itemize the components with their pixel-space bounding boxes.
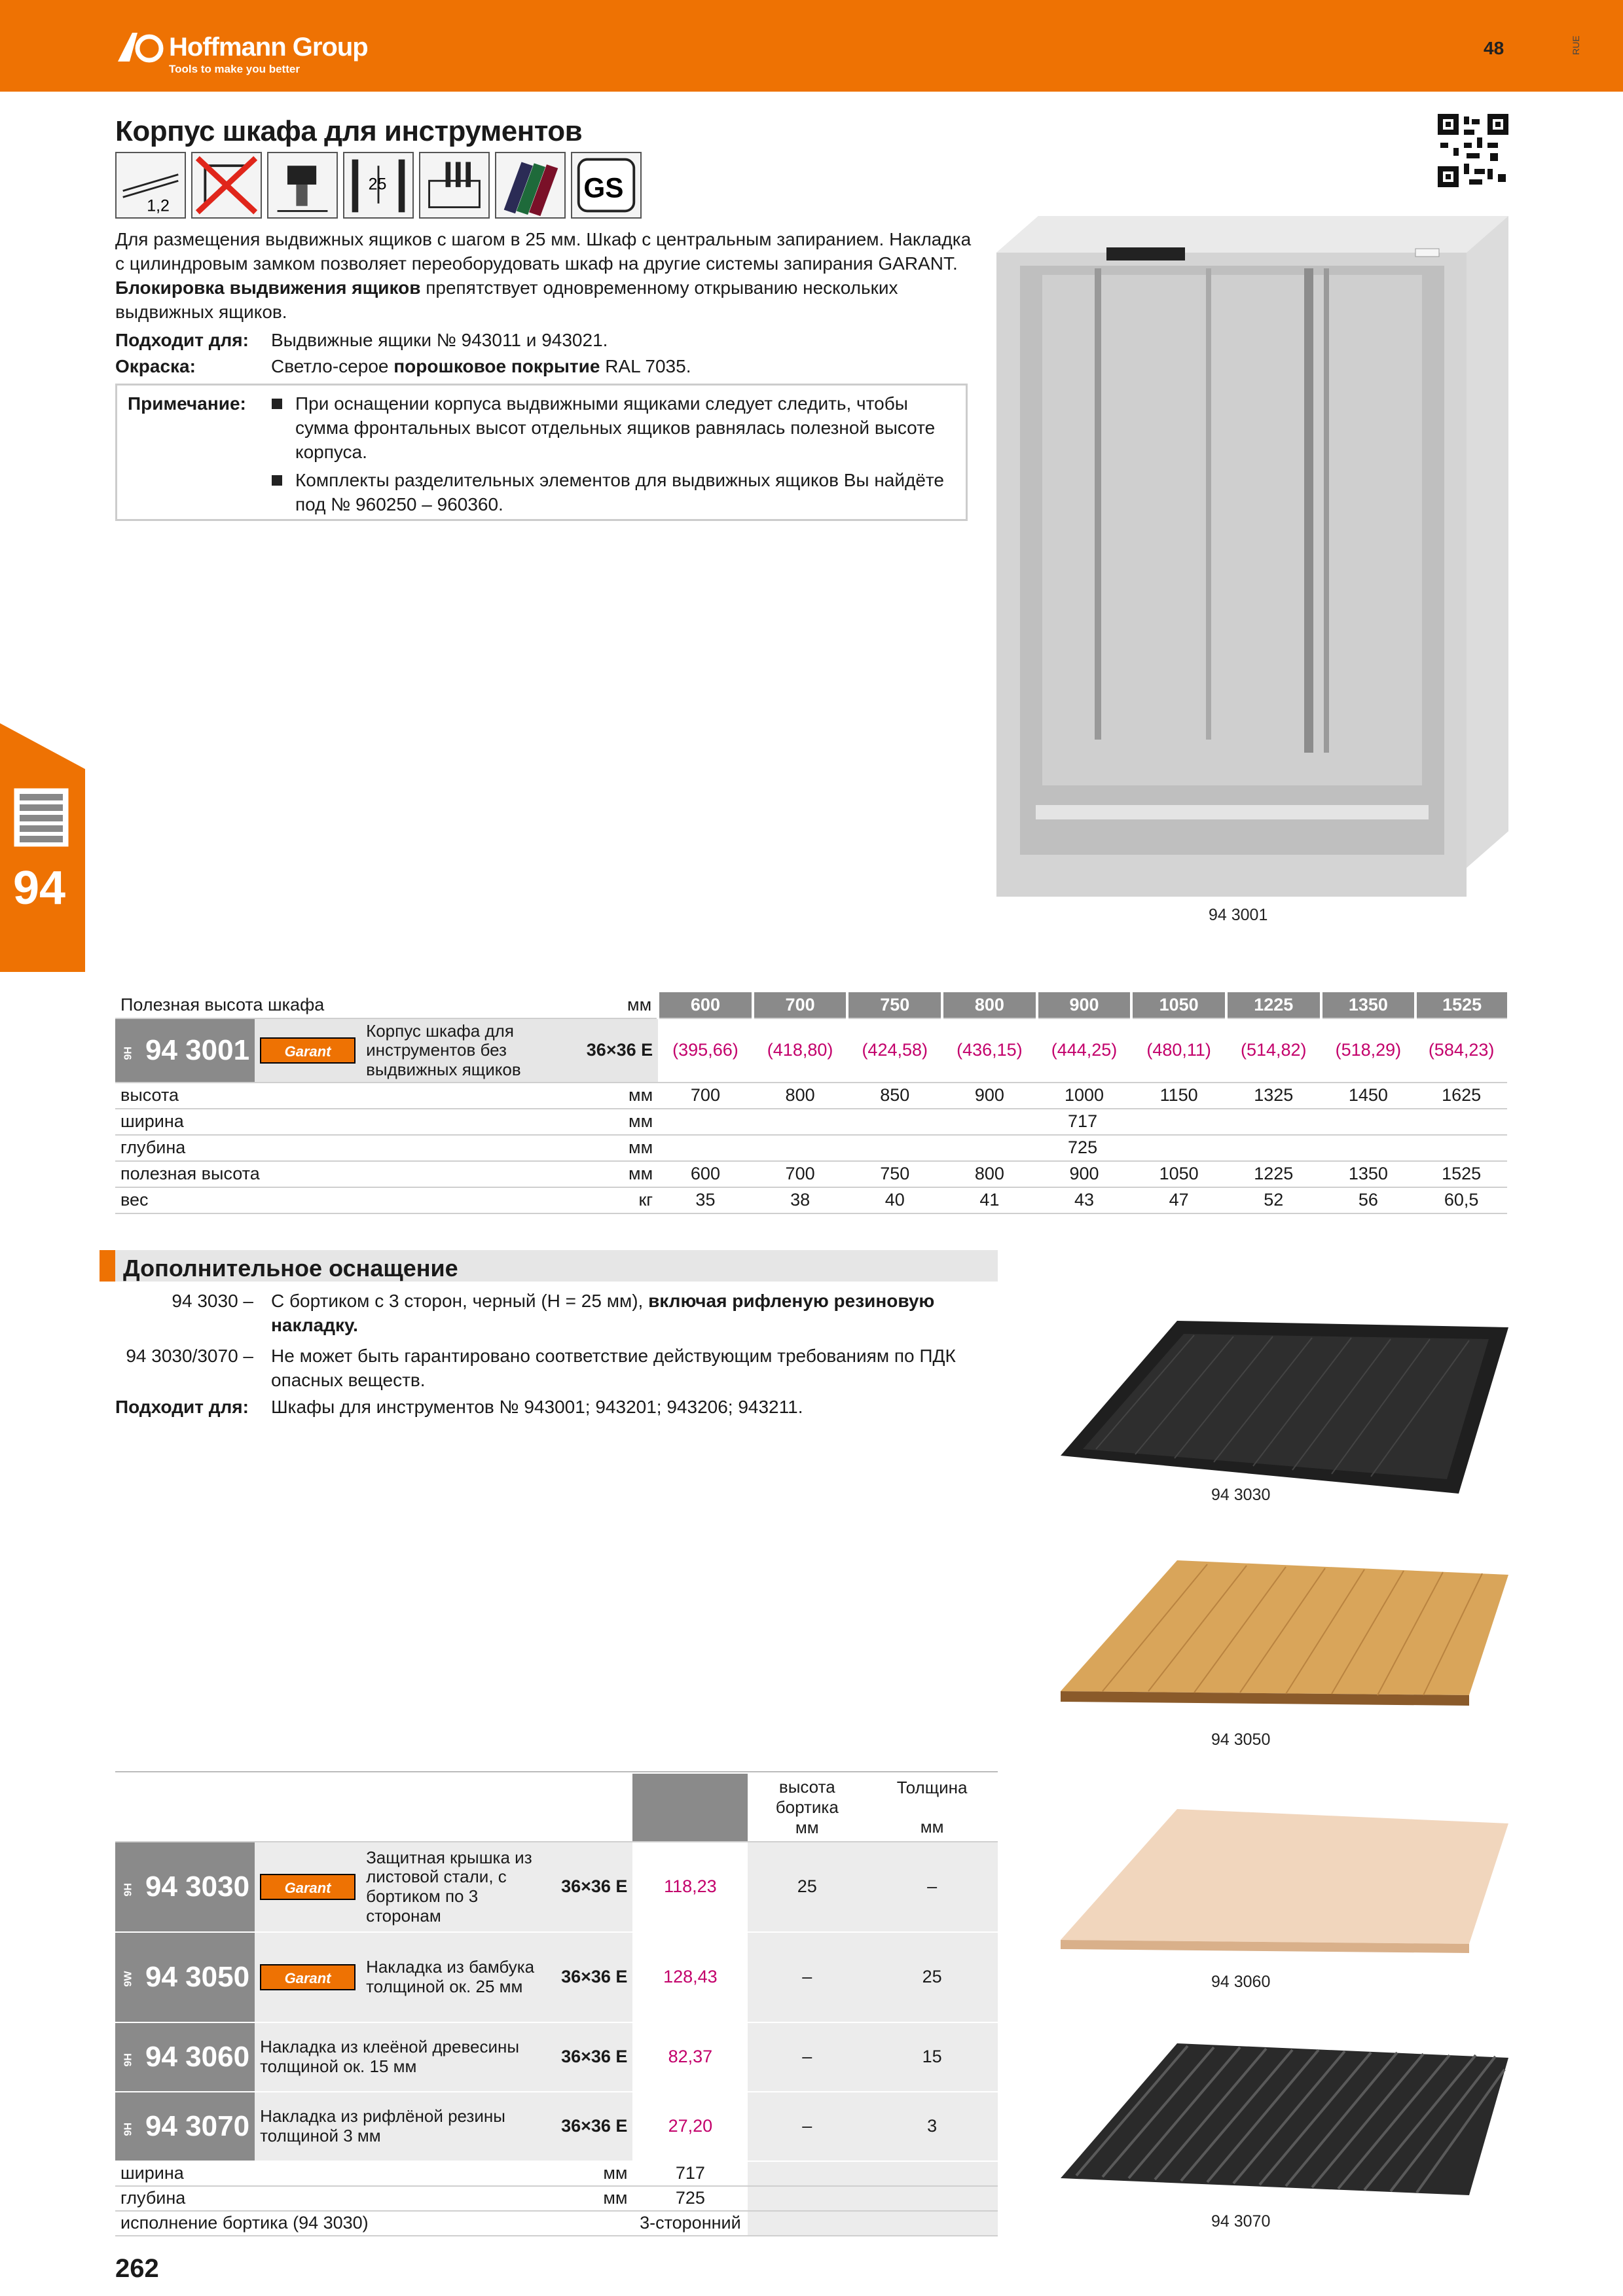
spec-row-unit: кг — [575, 1187, 658, 1213]
rubber-mat-image[interactable] — [1057, 2043, 1511, 2198]
cabinet-image[interactable] — [996, 216, 1508, 897]
chapter-number: 94 — [13, 862, 66, 914]
article-number-cell[interactable]: 9H 94 3060 — [115, 2022, 255, 2092]
acc-row[interactable] — [115, 1932, 998, 2022]
spec-value: 1000 — [1037, 1083, 1132, 1109]
note-box — [115, 384, 968, 521]
spec-column-header: 600 — [658, 992, 753, 1018]
qr-code[interactable] — [1438, 114, 1508, 187]
garant-logo: Garant — [260, 1964, 356, 1990]
summary-label: ширина — [115, 2161, 554, 2186]
spec-value: 43 — [1037, 1187, 1132, 1213]
cabinet-image-label: 94 3001 — [1209, 906, 1268, 924]
product-title: Корпус шкафа для инструментов — [115, 115, 583, 147]
accessory-note: Не может быть гарантировано соответствие действующим требованиям по ПДК опасных веществ. — [271, 1346, 956, 1390]
acc-fits-value: Шкафы для инструментов № 943001; 943201; 943206; 943211. — [271, 1397, 803, 1417]
paint-label: Окраска: — [115, 356, 196, 376]
spec-value: 40 — [847, 1187, 942, 1213]
price: (436,15) — [942, 1018, 1037, 1083]
price: (418,80) — [753, 1018, 848, 1083]
package-size: 36×36 E — [554, 2092, 632, 2161]
fits-label: Подходит для: — [115, 330, 249, 350]
spec-value: 60,5 — [1415, 1187, 1507, 1213]
accessory-image-label: 94 3050 — [1211, 1731, 1271, 1749]
spec-header-row — [115, 992, 1507, 1018]
summary-value: 717 — [632, 2161, 748, 2186]
spec-column-header: 1050 — [1131, 992, 1226, 1018]
rim-height: 25 — [748, 1842, 866, 1932]
spec-column-header: 800 — [942, 992, 1037, 1018]
icon-text-gs: GS — [583, 172, 624, 204]
spec-column-header: 1350 — [1321, 992, 1416, 1018]
spec-header-unit: мм — [575, 992, 658, 1018]
acc-summary-row — [115, 2186, 998, 2211]
drawer-lock-icon — [419, 152, 490, 219]
garant-logo: Garant — [260, 1874, 356, 1900]
accessories-section-header — [100, 1250, 998, 1282]
price: (584,23) — [1415, 1018, 1507, 1083]
feature-icons — [115, 152, 642, 219]
acc-row[interactable] — [115, 1842, 998, 1932]
spec-value: 900 — [942, 1083, 1037, 1109]
spec-row-label: вес — [115, 1187, 575, 1213]
accessory-image-label: 94 3070 — [1211, 2212, 1271, 2231]
acc-row[interactable] — [115, 2022, 998, 2092]
price: 82,37 — [632, 2022, 748, 2092]
price: (480,11) — [1131, 1018, 1226, 1083]
thickness: 25 — [866, 1932, 998, 2022]
spec-table — [115, 992, 1507, 1214]
icon-text-thickness: 1,2 — [147, 196, 170, 215]
summary-label: исполнение бортика (94 3030) — [115, 2211, 554, 2236]
article-number-cell[interactable]: 9H 94 3030 — [115, 1842, 255, 1932]
price: (444,25) — [1037, 1018, 1132, 1083]
article-name: Защитная крышка из листовой стали, с бортиком по 3 сторонам — [361, 1842, 554, 1932]
spec-column-header: 700 — [753, 992, 848, 1018]
package-size: 36×36 E — [575, 1018, 658, 1083]
catalog-page-ref: 48 — [1484, 38, 1504, 58]
steel-cover-image[interactable] — [1057, 1318, 1511, 1495]
fits-value: Выдвижные ящики № 943011 и 943021. — [271, 330, 608, 350]
summary-value: 725 — [632, 2186, 748, 2211]
spec-column-header: 900 — [1037, 992, 1132, 1018]
article-number: 94 3001 — [145, 1033, 250, 1066]
article-number-cell[interactable]: 9W 94 3050 — [115, 1932, 255, 2022]
price: (395,66) — [658, 1018, 753, 1083]
package-size: 36×36 E — [554, 2022, 632, 2092]
spec-row-unit: мм — [575, 1161, 658, 1187]
lock-insert-icon — [267, 152, 338, 219]
icon-text-pitch: 25 — [368, 175, 387, 194]
article-name: Корпус шкафа для инструментов без выдвижных ящиков — [361, 1018, 575, 1083]
acc-summary-row — [115, 2161, 998, 2186]
spec-row — [115, 1135, 1507, 1161]
spec-value: 850 — [847, 1083, 942, 1109]
price: 27,20 — [632, 2092, 748, 2161]
spec-value: 750 — [847, 1161, 942, 1187]
note-item: Комплекты разделительных элементов для выдвижных ящиков Вы найдёте под № 960250 – 960360. — [272, 469, 959, 517]
description-bold: Блокировка выдвижения ящиков — [115, 277, 421, 298]
rim-height: – — [748, 2022, 866, 2092]
accessory-table — [115, 1774, 998, 2236]
article-number-cell[interactable]: 9H 94 3070 — [115, 2092, 255, 2161]
article-name: Накладка из бамбука толщиной ок. 25 мм — [361, 1932, 554, 2022]
note-item: При оснащении корпуса выдвижными ящиками следует следить, чтобы сумма фронтальных высот отдельных ящиков равнялась полезной высоте корпуса. — [272, 392, 959, 465]
article-number: 94 3050 — [145, 1960, 250, 1993]
rim-height: – — [748, 2092, 866, 2161]
summary-unit — [554, 2211, 632, 2236]
price: (514,82) — [1226, 1018, 1321, 1083]
page-number: 262 — [115, 2254, 159, 2283]
thickness: 3 — [866, 2092, 998, 2161]
summary-value: 3-сторонний — [632, 2211, 748, 2236]
spec-value: 35 — [658, 1187, 753, 1213]
section-title: Дополнительное оснащение — [123, 1255, 458, 1282]
product-description — [115, 228, 973, 325]
spec-value: 900 — [1037, 1161, 1132, 1187]
accessory-code: 94 3030/3070 – — [126, 1346, 253, 1366]
spec-value: 600 — [658, 1161, 753, 1187]
spec-row-label: глубина — [115, 1135, 575, 1161]
garant-logo: Garant — [260, 1037, 356, 1064]
summary-unit: мм — [554, 2186, 632, 2211]
spec-value: 52 — [1226, 1187, 1321, 1213]
article-row[interactable] — [115, 1018, 1507, 1083]
spec-value: 1450 — [1321, 1083, 1416, 1109]
note-label: Примечание: — [128, 393, 246, 414]
acc-fits-label: Подходит для: — [115, 1397, 249, 1417]
thickness: 15 — [866, 2022, 998, 2092]
spec-row-unit: мм — [575, 1109, 658, 1135]
article-number: 94 3030 — [145, 1870, 250, 1903]
rim-height: – — [748, 1932, 866, 2022]
spec-value: 1525 — [1415, 1161, 1507, 1187]
spec-row-label: ширина — [115, 1109, 575, 1135]
package-size: 36×36 E — [554, 1932, 632, 2022]
spec-value: 1625 — [1415, 1083, 1507, 1109]
price: 128,43 — [632, 1932, 748, 2022]
spec-value: 700 — [658, 1083, 753, 1109]
spec-value: 800 — [942, 1161, 1037, 1187]
spec-row — [115, 1109, 1507, 1135]
article-prefix: 9H — [122, 1046, 134, 1060]
summary-label: глубина — [115, 2186, 554, 2211]
article-number: 94 3070 — [145, 2109, 250, 2142]
spec-column-header: 1525 — [1415, 992, 1507, 1018]
accessory-image-label: 94 3030 — [1211, 1486, 1271, 1504]
article-number: 94 3060 — [145, 2040, 250, 2073]
spec-value: 38 — [753, 1187, 848, 1213]
spec-row — [115, 1161, 1507, 1187]
language-code: RUE — [1571, 35, 1581, 55]
brand-tagline: Tools to make you better — [169, 63, 300, 75]
spec-row — [115, 1187, 1507, 1213]
chapter-tab[interactable] — [0, 723, 85, 972]
acc-col-height: высота бортика мм — [748, 1774, 866, 1842]
accessory-code: 94 3030 – — [172, 1291, 253, 1311]
description-text: Для размещения выдвижных ящиков с шагом в 25 мм. Шкаф с центральным запиранием. Накладка с цилиндровым замком позволяет переоборудовать шкаф на другие системы запирания GARANT. — [115, 229, 972, 274]
acc-table-top-rule — [115, 1771, 998, 1772]
acc-summary-row — [115, 2211, 998, 2236]
price: 118,23 — [632, 1842, 748, 1932]
bamboo-top-image[interactable] — [1057, 1560, 1511, 1708]
acc-header-row — [115, 1774, 998, 1842]
spec-column-header: 750 — [847, 992, 942, 1018]
pitch-25-icon — [343, 152, 414, 219]
brand-name: Hoffmann Group — [169, 33, 368, 62]
thickness: – — [866, 1842, 998, 1932]
acc-row[interactable] — [115, 2092, 998, 2161]
spec-value: 41 — [942, 1187, 1037, 1213]
article-number-cell[interactable] — [115, 1018, 255, 1083]
spec-value: 1150 — [1131, 1083, 1226, 1109]
sheet-thickness-icon — [115, 152, 186, 219]
no-crane-icon — [191, 152, 262, 219]
section-accent — [100, 1250, 115, 1282]
description-text-2: препятствует одновременному открыванию нескольких выдвижных ящиков. — [115, 277, 898, 322]
spec-value: 1325 — [1226, 1083, 1321, 1109]
price: (424,58) — [847, 1018, 942, 1083]
spec-value: 1350 — [1321, 1161, 1416, 1187]
spec-header-label: Полезная высота шкафа — [115, 992, 575, 1018]
hoffmann-logo-icon — [115, 29, 168, 65]
spec-value: 56 — [1321, 1187, 1416, 1213]
brand-cell — [255, 1018, 361, 1083]
article-name: Накладка из клеёной древесины толщиной ок. 15 мм — [255, 2022, 554, 2092]
laminated-wood-image[interactable] — [1057, 1809, 1511, 1957]
spec-row-unit: мм — [575, 1135, 658, 1161]
summary-unit: мм — [554, 2161, 632, 2186]
spec-value: 700 — [753, 1161, 848, 1187]
spec-row-label: полезная высота — [115, 1161, 575, 1187]
paint-value: Светло-серое порошковое покрытие RAL 7035. — [271, 356, 691, 376]
color-swatches-icon — [495, 152, 566, 219]
spec-value: 717 — [658, 1109, 1507, 1135]
acc-col-thickness: Толщина мм — [866, 1774, 998, 1842]
spec-row — [115, 1083, 1507, 1109]
spec-value: 1050 — [1131, 1161, 1226, 1187]
article-name: Накладка из рифлёной резины толщиной 3 мм — [255, 2092, 554, 2161]
price: (518,29) — [1321, 1018, 1416, 1083]
accessory-image-label: 94 3060 — [1211, 1973, 1271, 1991]
spec-row-label: высота — [115, 1083, 575, 1109]
accessory-note: С бортиком с 3 сторон, черный (H = 25 мм), включая рифленую резиновую накладку. — [271, 1291, 935, 1335]
spec-column-header: 1225 — [1226, 992, 1321, 1018]
spec-row-unit: мм — [575, 1083, 658, 1109]
spec-value: 1225 — [1226, 1161, 1321, 1187]
spec-value: 800 — [753, 1083, 848, 1109]
spec-value: 47 — [1131, 1187, 1226, 1213]
package-size: 36×36 E — [554, 1842, 632, 1932]
spec-value: 725 — [658, 1135, 1507, 1161]
gs-mark-icon — [571, 152, 642, 219]
